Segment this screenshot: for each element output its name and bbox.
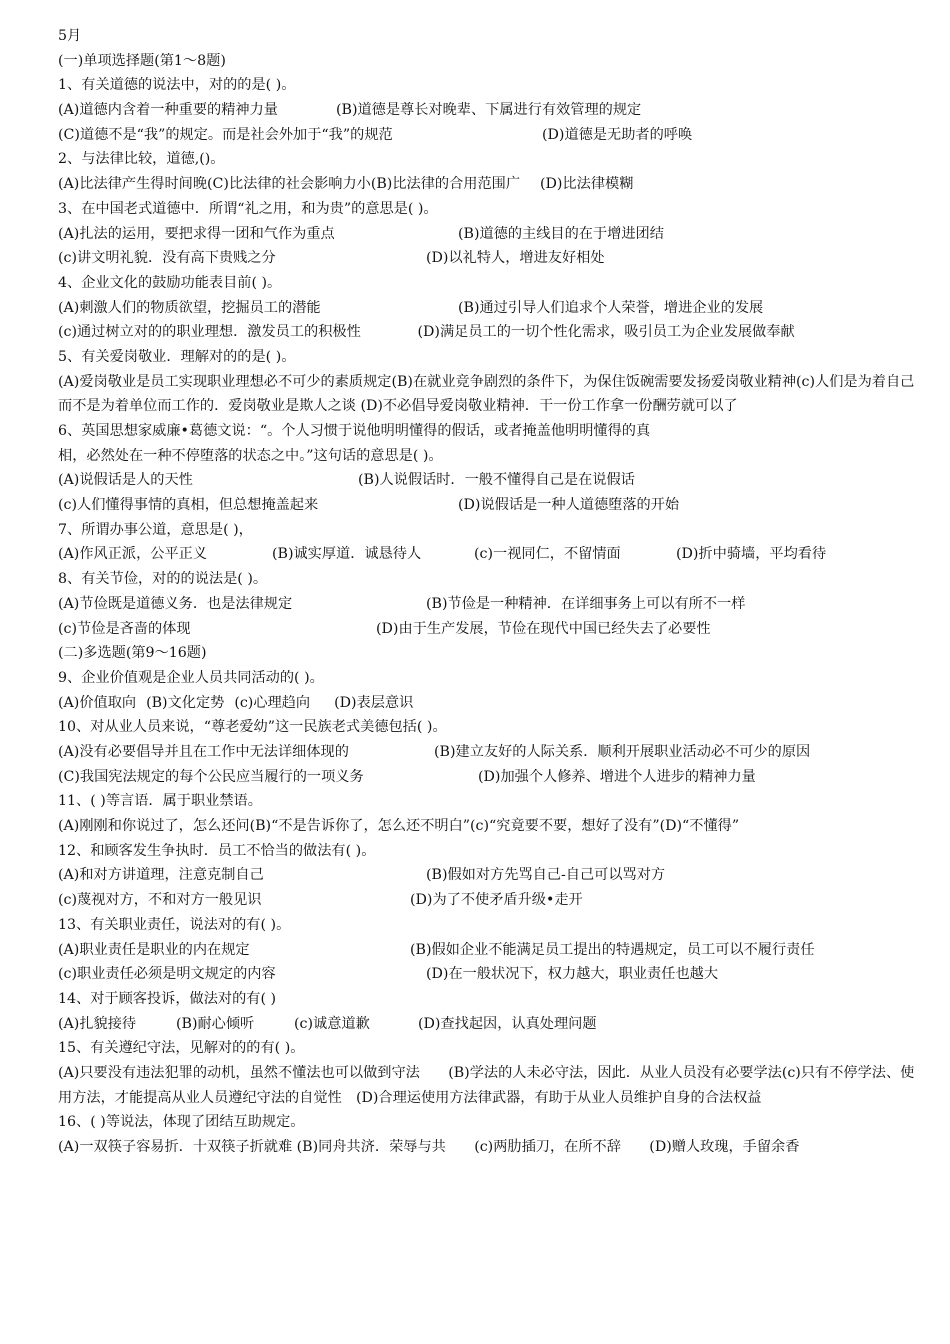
question-stem-continued: 相，必然处在一种不停堕落的状态之中。”这句话的意思是( )。 xyxy=(58,447,443,464)
question-stem: 14、对于顾客投诉，做法对的有( ) xyxy=(58,990,277,1007)
question-stem: 10、对从业人员来说，“尊老爱幼”这一民族老式美德包括( )。 xyxy=(58,719,447,736)
option: (B)通过引导人们追求个人荣誉，增进企业的发展 xyxy=(458,299,764,316)
section-title-single-choice: (一)单项选择题(第1～8题) xyxy=(58,52,226,69)
option: (D)比法律模糊 xyxy=(540,176,634,193)
option: (B)人说假话时．一般不懂得自己是在说假话 xyxy=(358,472,635,489)
option: (A)说假话是人的天性 xyxy=(58,472,193,489)
option: (B)道德的主线目的在于增进团结 xyxy=(458,225,664,242)
option: (c)职业责任必须是明文规定的内容 xyxy=(58,966,276,983)
option: (C)比法律的社会影响力小 xyxy=(207,176,371,193)
option: (D)道德是无助者的呼唤 xyxy=(542,126,693,143)
question-stem: 2、与法律比较，道德,()。 xyxy=(58,151,225,168)
question-stem: 5、有关爱岗敬业．理解对的的是( )。 xyxy=(58,348,296,365)
question-stem: 1、有关道德的说法中，对的的是( )。 xyxy=(58,77,296,94)
option: (c)节俭是吝啬的体现 xyxy=(58,620,191,637)
option: (A)比法律产生得时间晚 xyxy=(58,176,208,193)
option-row xyxy=(58,691,920,716)
option: (D)查找起因，认真处理问题 xyxy=(418,1015,597,1032)
option-paragraph: (c)通过树立对的的职业理想．激发员工的积极性 (D)满足员工的一切个性化需求，吸引员工为企业发展做奉献 xyxy=(58,324,795,341)
option: (A)价值取向 xyxy=(58,694,137,711)
option-row xyxy=(58,123,920,148)
question-stem: 3、在中国老式道德中．所谓“礼之用，和为贵”的意思是( )。 xyxy=(58,200,438,217)
option-row xyxy=(58,938,920,963)
option: (B)文化定势 xyxy=(146,694,225,711)
option-row xyxy=(58,296,920,321)
option: (D)为了不使矛盾升级•走开 xyxy=(410,892,583,909)
question-stem: 15、有关遵纪守法，见解对的的有( )。 xyxy=(58,1040,305,1057)
option-row xyxy=(58,962,920,987)
option-row xyxy=(58,468,920,493)
option: (c)讲文明礼貌．没有高下贵贱之分 xyxy=(58,250,276,267)
option: (c)诚意道歉 xyxy=(294,1015,370,1032)
option: (c)人们懂得事情的真相，但总想掩盖起来 xyxy=(58,497,319,514)
option: (c)心理趋向 xyxy=(234,694,311,711)
question-stem: 6、英国思想家威廉•葛德文说：“。个人习惯于说他明明懂得的假话，或者掩盖他明明懂得的真 xyxy=(58,423,651,440)
option: (A)道德内含着一种重要的精神力量 xyxy=(58,102,278,119)
option: (c)蔑视对方，不和对方一般见识 xyxy=(58,892,262,909)
question-stem: 12、和顾客发生争执时．员工不恰当的做法有( )。 xyxy=(58,842,376,859)
option: (B)道德是尊长对晚辈、下属进行有效管理的规定 xyxy=(336,102,642,119)
option: (B)比法律的合用范围广 xyxy=(370,176,521,193)
question-stem: 13、有关职业责任，说法对的有( )。 xyxy=(58,916,291,933)
option: (D)以礼特人，增进友好相处 xyxy=(426,250,605,267)
option-paragraph: (A)没有必要倡导并且在工作中无法详细体现的 (B)建立友好的人际关系．顺利开展职业活动必不可少的原因 xyxy=(58,743,811,760)
question-stem: 16、( )等说法，体现了团结互助规定。 xyxy=(58,1114,305,1131)
option: (D)由于生产发展，节俭在现代中国已经失去了必要性 xyxy=(376,620,711,637)
option-row xyxy=(58,98,920,123)
option: (D)说假话是一种人道德堕落的开始 xyxy=(458,497,680,514)
option: (C)道德不是“我”的规定。而是社会外加于“我”的规范 xyxy=(58,126,393,143)
option: (A)和对方讲道理，注意克制自己 xyxy=(58,867,264,884)
question-stem: 4、企业文化的鼓励功能表目前( )。 xyxy=(58,274,282,291)
option: (A)刺激人们的物质欲望，挖掘员工的潜能 xyxy=(58,299,321,316)
question-stem: 11、( )等言语．属于职业禁语。 xyxy=(58,793,262,810)
option: (B)诚实厚道．诚恳待人 xyxy=(272,546,422,563)
option: (B)假如企业不能满足员工提出的特遇规定，员工可以不履行责任 xyxy=(410,941,815,958)
option: (B)节俭是一种精神．在详细事务上可以有所不一样 xyxy=(426,595,746,612)
option-row xyxy=(58,542,920,567)
option: (A)扎法的运用，要把求得一团和气作为重点 xyxy=(58,225,335,242)
option-row xyxy=(58,246,920,271)
section-title-multiple-choice: (二)多选题(第9～16题) xyxy=(58,645,207,662)
option: (A)作风正派，公平正义 xyxy=(58,546,208,563)
option-row xyxy=(58,493,920,518)
option: (C)我国宪法规定的每个公民应当履行的一项义务 xyxy=(58,768,364,785)
option: (B)耐心倾听 xyxy=(176,1015,255,1032)
option-row xyxy=(58,1012,920,1037)
option: (B)假如对方先骂自己-自己可以骂对方 xyxy=(426,867,666,884)
option-row xyxy=(58,592,920,617)
option-paragraph: (A)只要没有违法犯罪的动机，虽然不懂法也可以做到守法 (B)学法的人未必守法，因此．从业人员没有必要学法(c)只有不停学法、使用方法，才能提高从业人员遵纪守法的自觉性 (D)合理运使用方法律武器，有助于从业人员维护自身的合法权益 xyxy=(58,1064,915,1106)
option-row xyxy=(58,222,920,247)
page-month: 5月 xyxy=(58,28,82,44)
document-page xyxy=(58,24,920,1160)
option-row xyxy=(58,765,920,790)
question-stem: 7、所谓办事公道，意思是( )， xyxy=(58,521,253,538)
option: (D)在一般状况下，权力越大，职业责任也越大 xyxy=(426,966,719,983)
option-row xyxy=(58,863,920,888)
question-stem: 9、企业价值观是企业人员共同活动的( )。 xyxy=(58,669,324,686)
option: (D)折中骑墙，平均看待 xyxy=(676,546,827,563)
option: (D)加强个人修养、增进个人进步的精神力量 xyxy=(478,768,756,785)
option-row xyxy=(58,172,920,197)
option-paragraph: (A)爱岗敬业是员工实现职业理想必不可少的素质规定(B)在就业竞争剧烈的条件下，为保住饭碗需要发扬爱岗敬业精神(c)人们是为着自己而不是为着单位而工作的．爱岗敬业是欺人之谈 (D)不必倡导爱岗敬业精神．干一份工作拿一份酬劳就可以了 xyxy=(58,373,915,415)
option-paragraph: (A)刚刚和你说过了，怎么还问(B)“不是告诉你了，怎么还不明白”(c)“究竟要不要，想好了没有”(D)“不懂得” xyxy=(58,818,740,835)
option: (D)表层意识 xyxy=(334,694,414,711)
option: (A)扎貌接待 xyxy=(58,1015,137,1032)
option-row xyxy=(58,617,920,642)
question-stem: 8、有关节俭，对的的说法是( )。 xyxy=(58,571,268,588)
option-paragraph: (A)一双筷子容易折．十双筷子折就难 (B)同舟共济．荣辱与共 (c)两肋插刀，在所不辞 (D)赠人玫瑰，手留余香 xyxy=(58,1139,800,1156)
option-row xyxy=(58,888,920,913)
option: (A)职业责任是职业的内在规定 xyxy=(58,941,250,958)
option: (c)一视同仁，不留情面 xyxy=(474,546,621,563)
option: (A)节俭既是道德义务．也是法律规定 xyxy=(58,595,293,612)
